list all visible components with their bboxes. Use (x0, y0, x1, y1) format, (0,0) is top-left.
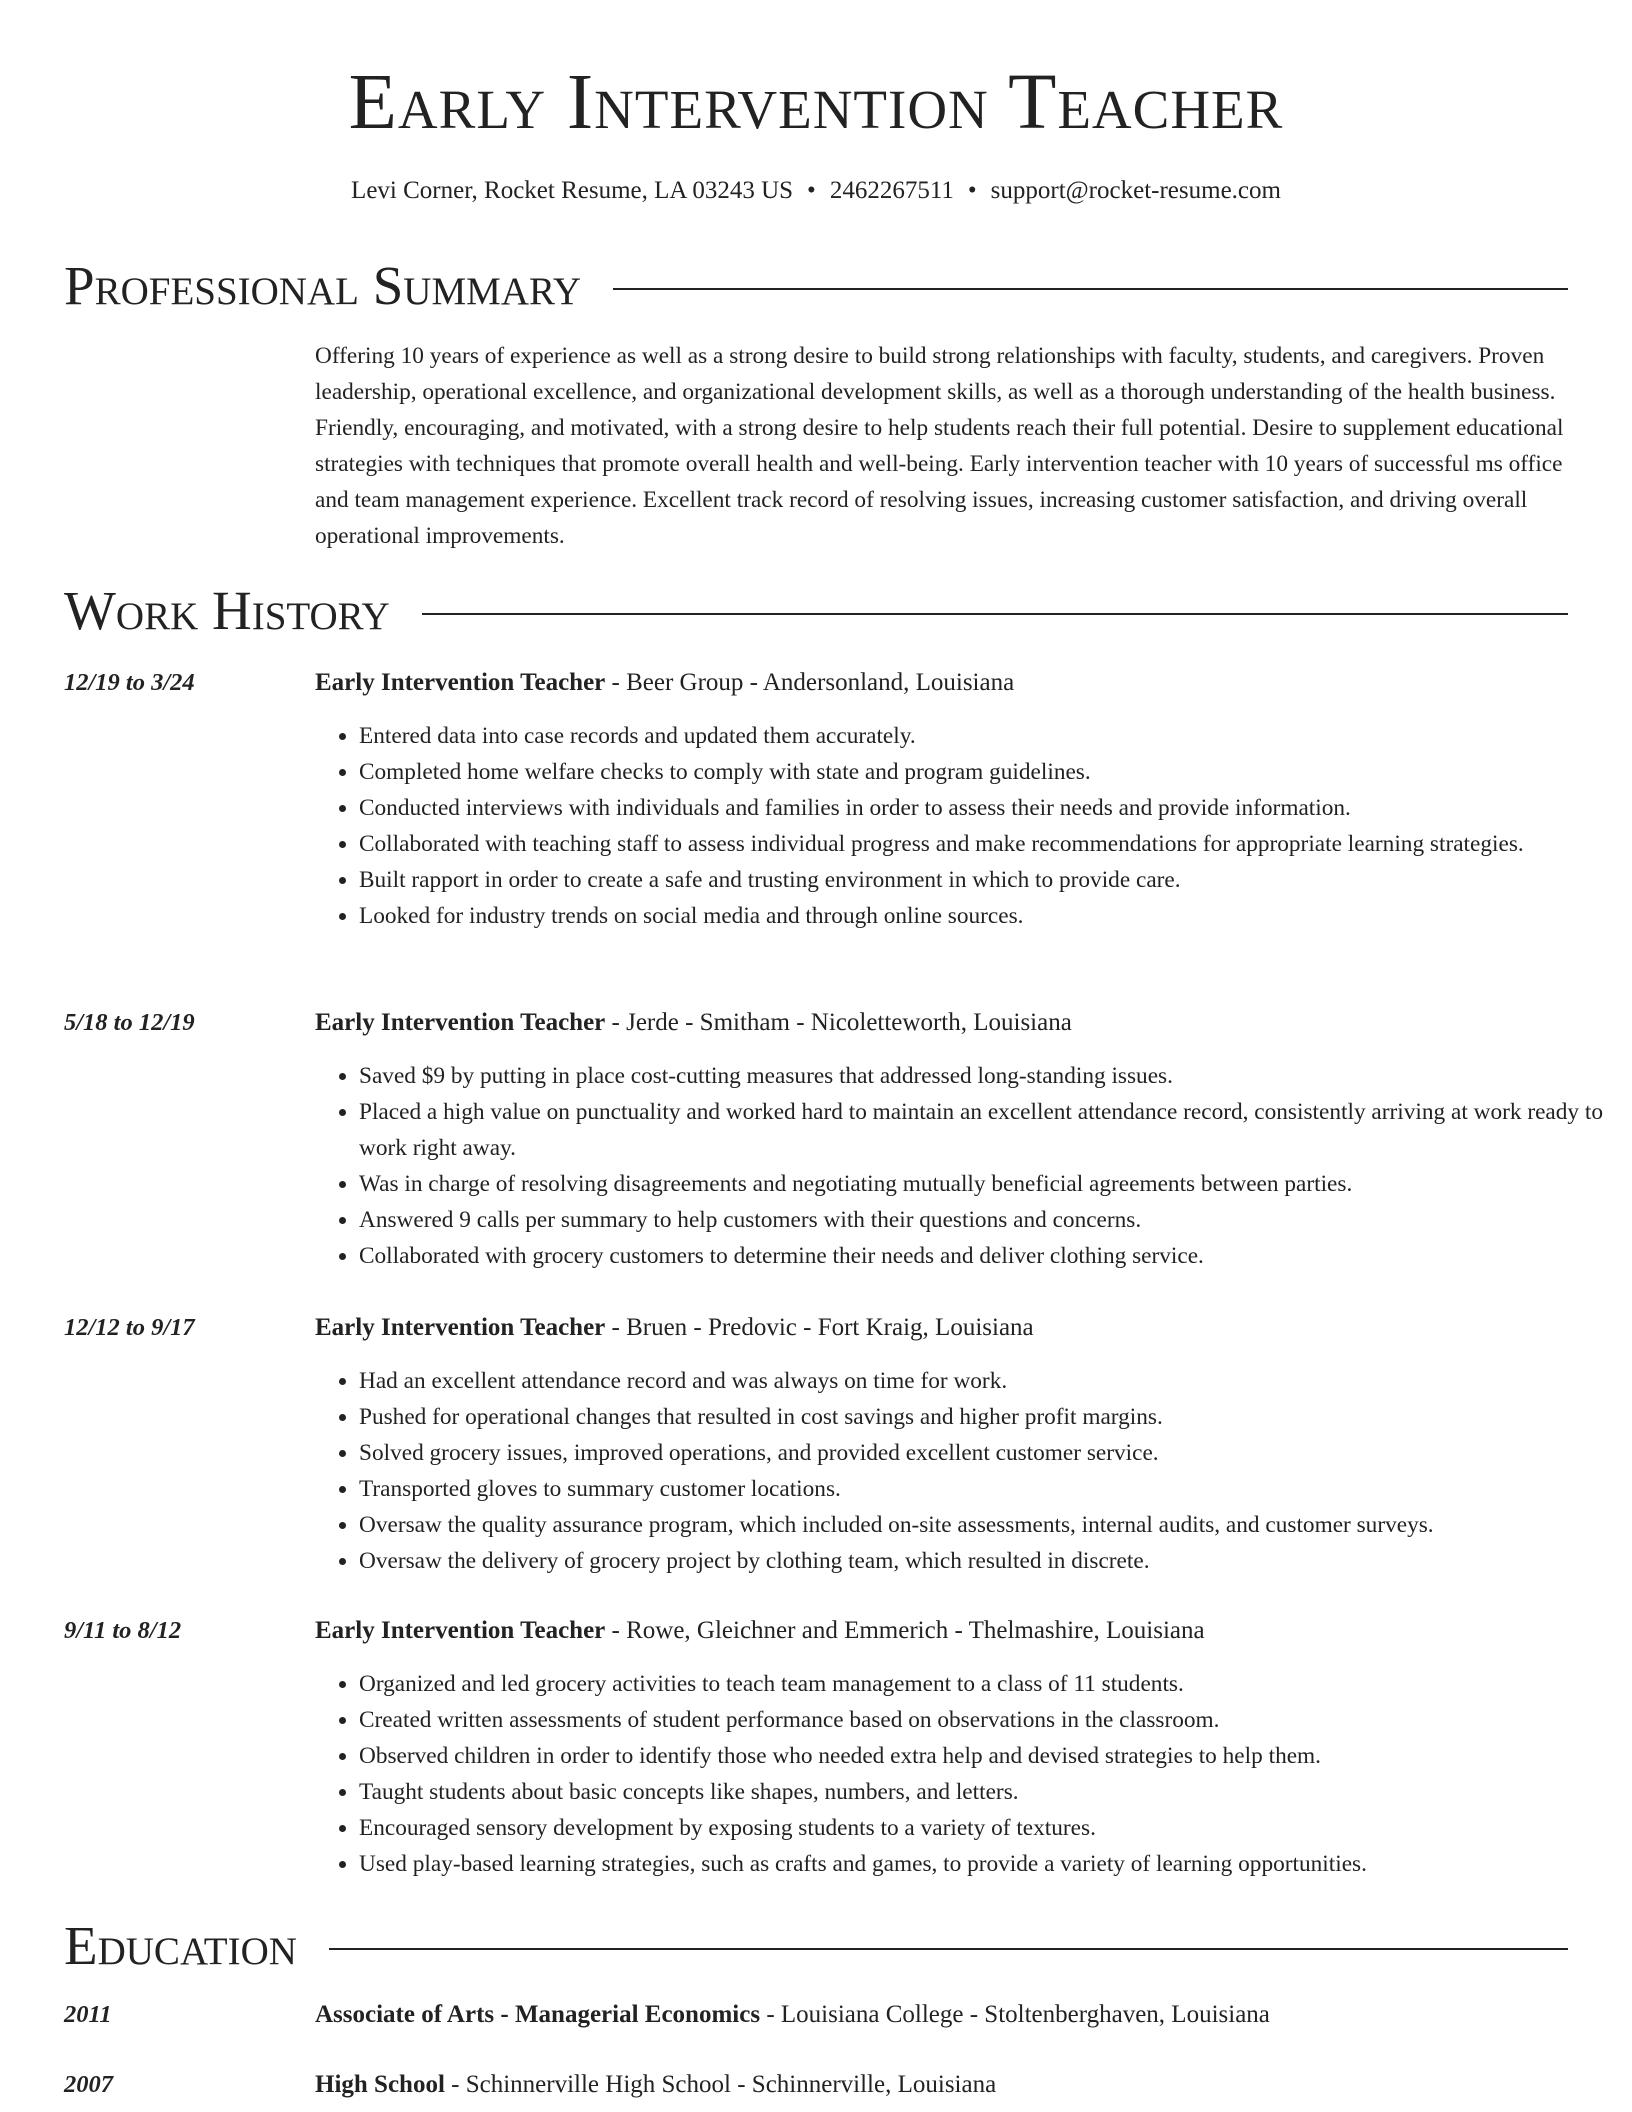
work-heading (315, 1311, 1570, 1345)
work-bullet: • Oversaw the delivery of grocery project by clothing team, which resulted in discrete. (359, 1543, 1614, 1579)
summary-section-header (64, 254, 1568, 318)
work-heading (315, 1614, 1570, 1648)
work-bullet: • Pushed for operational changes that resulted in cost savings and higher profit margins. (359, 1399, 1614, 1435)
section-divider (329, 1948, 1568, 1950)
work-bullet: • Created written assessments of student performance based on observations in the classroom. (359, 1702, 1614, 1738)
education-heading (315, 2068, 1570, 2102)
work-section-title: Work History (64, 580, 390, 641)
work-title: Early Intervention Teacher (315, 669, 606, 696)
work-bullet: • Transported gloves to summary customer locations. (359, 1471, 1614, 1507)
contact-email: support@rocket-resume.com (990, 177, 1281, 204)
work-dates: 12/19 to 3/24 (64, 669, 195, 696)
work-employer: - Rowe, Gleichner and Emmerich - Thelmashire, Louisiana (605, 1617, 1205, 1644)
contact-separator: • (967, 177, 977, 204)
section-divider (613, 288, 1568, 290)
work-bullet: • Built rapport in order to create a safe and trusting environment in which to provide care. (359, 862, 1614, 898)
education-degree: High School (315, 2071, 445, 2098)
contact-address: Levi Corner, Rocket Resume, LA 03243 US (351, 177, 794, 204)
work-bullets (315, 1666, 1614, 1882)
education-section-title: Education (64, 1915, 297, 1976)
work-bullet: • Solved grocery issues, improved operations, and provided excellent customer service. (359, 1435, 1614, 1471)
education-degree: Associate of Arts - Managerial Economics (315, 2001, 761, 2028)
education-year: 2011 (64, 2001, 112, 2028)
work-heading (315, 1006, 1570, 1040)
work-bullets (315, 718, 1614, 934)
work-bullets (315, 1363, 1614, 1579)
resume-title: Early Intervention Teacher (348, 59, 1284, 146)
work-section-header (64, 579, 1568, 643)
education-school: - Louisiana College - Stoltenberghaven, Louisiana (760, 2001, 1270, 2028)
work-bullet: • Looked for industry trends on social media and through online sources. (359, 898, 1614, 934)
contact-line (0, 175, 1632, 207)
work-dates: 9/11 to 8/12 (64, 1617, 182, 1644)
work-bullet: • Oversaw the quality assurance program, which included on-site assessments, internal audits, and customer surveys. (359, 1507, 1614, 1543)
work-bullet: • Observed children in order to identify those who needed extra help and devised strategies to help them. (359, 1738, 1614, 1774)
work-bullet: • Encouraged sensory development by exposing students to a variety of textures. (359, 1810, 1614, 1846)
work-bullet: • Saved $9 by putting in place cost-cutting measures that addressed long-standing issues. (359, 1058, 1614, 1094)
education-school: - Schinnerville High School - Schinnerville, Louisiana (444, 2071, 997, 2098)
work-bullet: • Entered data into case records and updated them accurately. (359, 718, 1614, 754)
education-section-header (64, 1914, 1568, 1978)
work-bullet: • Used play-based learning strategies, such as crafts and games, to provide a variety of learning opportunities. (359, 1846, 1614, 1882)
summary-text: Offering 10 years of experience as well as a strong desire to build strong relationships with faculty, students, and caregivers. Proven leadership, operational excellence, and organizational development skills, as well as a thorough understanding of the health business. Friendly, encouraging, and motivated, with a strong desire to help students reach their full potential. Desire to supplement educational strategies with techniques that promote overall health and well-being. Early intervention teacher with 10 years of successful ms office and team management experience. Excellent track record of resolving issues, increasing customer satisfaction, and driving overall operational improvements. (315, 343, 1564, 549)
work-dates: 5/18 to 12/19 (64, 1009, 195, 1036)
work-bullet: • Placed a high value on punctuality and worked hard to maintain an excellent attendance record, consistently arriving at work ready to work right away. (359, 1094, 1614, 1166)
work-bullet: • Collaborated with grocery customers to determine their needs and deliver clothing service. (359, 1238, 1614, 1274)
work-bullet: • Completed home welfare checks to comply with state and program guidelines. (359, 754, 1614, 790)
work-bullet: • Had an excellent attendance record and was always on time for work. (359, 1363, 1614, 1399)
work-employer: - Bruen - Predovic - Fort Kraig, Louisiana (605, 1314, 1034, 1341)
summary-section-title: Professional Summary (64, 255, 582, 316)
education-year: 2007 (64, 2071, 113, 2098)
contact-phone: 2462267511 (829, 177, 954, 204)
contact-separator: • (807, 177, 816, 204)
work-title: Early Intervention Teacher (315, 1314, 606, 1341)
work-dates: 12/12 to 9/17 (64, 1314, 195, 1341)
work-heading (315, 666, 1570, 700)
work-title: Early Intervention Teacher (315, 1617, 606, 1644)
work-employer: - Beer Group - Andersonland, Louisiana (605, 669, 1015, 696)
work-bullets (315, 1058, 1614, 1274)
work-title: Early Intervention Teacher (315, 1009, 606, 1036)
section-divider (422, 613, 1568, 615)
education-heading (315, 1998, 1570, 2032)
work-employer: - Jerde - Smitham - Nicoletteworth, Louisiana (605, 1009, 1072, 1036)
work-bullet: • Conducted interviews with individuals and families in order to assess their needs and provide information. (359, 790, 1614, 826)
work-bullet: • Taught students about basic concepts like shapes, numbers, and letters. (359, 1774, 1614, 1810)
work-bullet: • Organized and led grocery activities to teach team management to a class of 11 students. (359, 1666, 1614, 1702)
work-bullet: • Answered 9 calls per summary to help customers with their questions and concerns. (359, 1202, 1614, 1238)
work-bullet: • Collaborated with teaching staff to assess individual progress and make recommendations for appropriate learning strategies. (359, 826, 1614, 862)
work-bullet: • Was in charge of resolving disagreements and negotiating mutually beneficial agreements between parties. (359, 1166, 1614, 1202)
